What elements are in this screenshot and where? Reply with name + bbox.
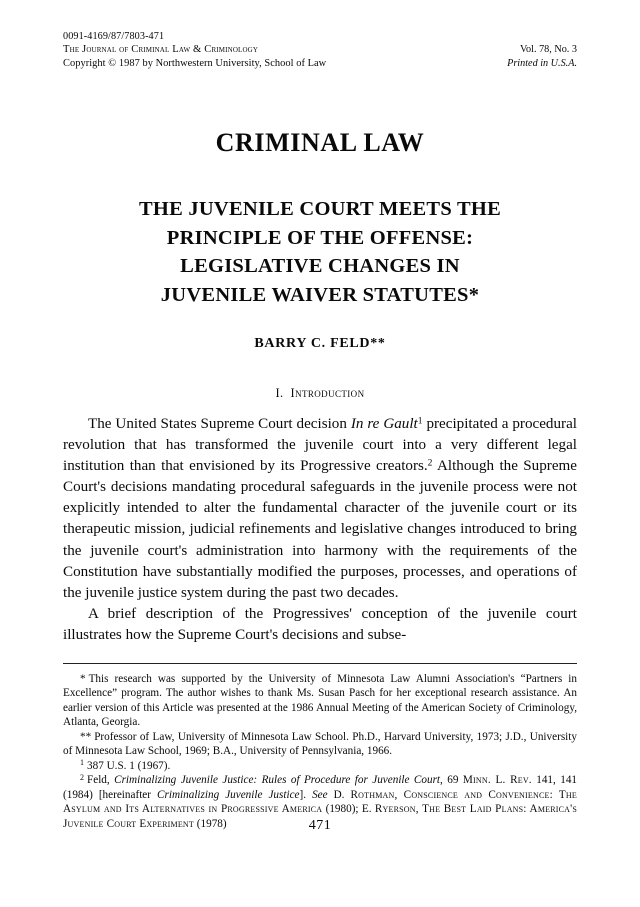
masthead bbox=[63, 30, 577, 76]
footnote-star bbox=[63, 672, 577, 730]
footnote-2-part-f: (1980); E. bbox=[322, 803, 375, 816]
footnote-2-part-c: 141, 141 (1984) [hereinafter bbox=[63, 774, 578, 801]
page-content bbox=[63, 30, 577, 831]
footnote-2-part-d: ]. bbox=[299, 788, 313, 801]
footnote-1-text: 387 U.S. 1 (1967). bbox=[87, 759, 171, 772]
body-text bbox=[63, 414, 577, 646]
footnote-separator-rule bbox=[63, 663, 577, 664]
footnote-2-see-signal: See bbox=[312, 788, 328, 801]
footnotes-block bbox=[63, 672, 577, 831]
footnote-2-book-ryerson: Ryerson, The Best Laid Plans: America's Juvenile Court Experiment bbox=[63, 803, 577, 830]
article-title-line-3: LEGISLATIVE CHANGES IN bbox=[180, 255, 460, 277]
footnote-ref-1[interactable]: 1 bbox=[417, 416, 423, 427]
footnote-2-reporter: Minn. L. Rev. bbox=[462, 774, 532, 787]
article-title-line-1: THE JUVENILE COURT MEETS THE bbox=[138, 198, 502, 220]
masthead-left bbox=[63, 30, 423, 70]
footnote-2-title-2: Criminalizing Juvenile Justice bbox=[157, 788, 300, 801]
paragraph-2: A brief description of the Progressives' conception of the juvenile court illustrates how the Supreme Court's decisions and subse- bbox=[63, 605, 577, 643]
section-title: Introduction bbox=[290, 386, 365, 400]
footnote-ref-2[interactable]: 2 bbox=[427, 458, 433, 469]
footnote-1 bbox=[63, 759, 577, 773]
footnote-2-part-a: Feld, bbox=[87, 774, 115, 787]
case-citation-in-re-gault: In re Gault bbox=[350, 416, 418, 432]
paragraph-1 bbox=[63, 414, 577, 604]
footnote-2-mark: 2 bbox=[80, 772, 84, 782]
printed-in: Printed in U.S.A. bbox=[507, 57, 577, 69]
footnote-star-text: This research was supported by the University of Minnesota Law Alumni Association's “Partners in Excellence” program. The author wishes to thank Ms. Susan Pasch for her exceptional research assistance. An earlier version of this Article was presented at the 1986 Annual Meeting of the American Society of Criminology, Atlanta, Georgia. bbox=[63, 673, 577, 729]
section-numeral: I. bbox=[275, 386, 284, 400]
footnote-2-book-rothman: Rothman, Conscience and Convenience: The Asylum and Its Alternatives in Progressive America bbox=[63, 788, 577, 816]
p1-part-b: precipitated a procedural revolution that has transformed the juvenile court into a very different legal institution than that envisioned by its Progressive creators. bbox=[63, 416, 577, 475]
footnote-2-part-b: , 69 bbox=[440, 774, 463, 787]
copyright-line: Copyright © 1987 by Northwestern University, School of Law bbox=[63, 57, 327, 69]
masthead-right bbox=[397, 43, 577, 70]
article-title-line-4: JUVENILE WAIVER STATUTES* bbox=[160, 283, 480, 306]
footnote-double-star-text: Professor of Law, University of Minnesota Law School. Ph.D., Harvard University, 1973; J.D., University of Minnesota Law School, 1969; B.A., University of Pennsylvania, 1966. bbox=[63, 730, 577, 758]
footnote-star-mark: * bbox=[80, 673, 86, 686]
volume-issue: Vol. 78, No. 3 bbox=[520, 44, 577, 55]
footnote-2-part-g: (1978) bbox=[193, 817, 227, 830]
footnote-2-part-e: D. bbox=[327, 788, 351, 801]
footnote-double-star bbox=[63, 730, 577, 759]
section-heading bbox=[63, 386, 577, 401]
footnote-double-star-mark: ** bbox=[80, 730, 92, 743]
article-title bbox=[63, 195, 577, 309]
issn-line: 0091-4169/87/7803-471 bbox=[63, 31, 165, 42]
department-title: CRIMINAL LAW bbox=[215, 128, 425, 157]
article-title-line-2: PRINCIPLE OF THE OFFENSE: bbox=[166, 226, 474, 249]
author-byline: BARRY C. FELD** bbox=[254, 336, 386, 351]
footnote-2-title-1: Criminalizing Juvenile Justice: Rules of Procedure for Juvenile Court bbox=[114, 774, 441, 787]
p1-part-c: Although the Supreme Court's decisions mandating procedural safeguards in the juvenile process were not explicitly intended to alter the fundamental character of the juvenile court or its therapeutic mission, judicial refinements and legislative changes introduced to bring the juvenile court's administration into harmony with the requirements of the Constitution have substantially modified the purposes, processes, and operations of the juvenile justice system during the past two decades. bbox=[63, 458, 577, 601]
page-number: 471 bbox=[308, 818, 332, 833]
journal-name: The Journal of Criminal Law & Criminology bbox=[63, 44, 259, 55]
p1-part-a: The United States Supreme Court decision bbox=[88, 416, 351, 432]
footnote-1-mark: 1 bbox=[80, 758, 84, 768]
